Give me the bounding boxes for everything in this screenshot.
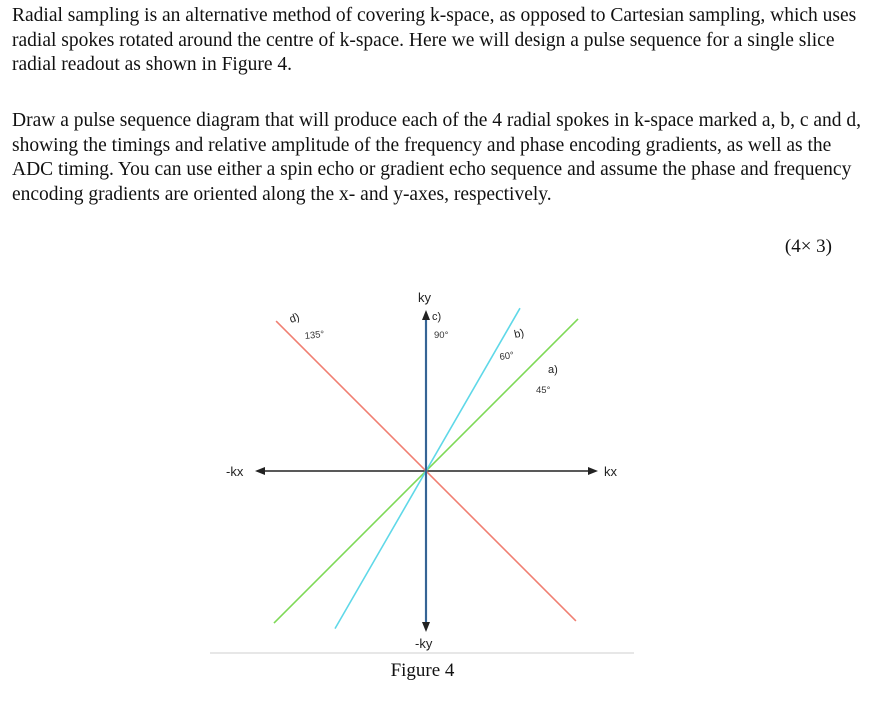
ky-arrowhead-down [422,622,430,632]
spoke-a-letter: a) [548,364,558,376]
spoke-c-letter: c) [432,311,442,323]
spoke-a-angle: 45° [536,385,551,396]
spoke-b-letter: b) [513,327,526,341]
kx-arrowhead-left [255,467,265,475]
marks-allocation: (4× 3) [784,236,832,257]
kx-label: kx [604,464,617,479]
spoke-b-angle: 60° [498,350,515,363]
spoke-c-angle: 90° [434,330,449,341]
ky-arrowhead-up [422,310,430,320]
spoke-b-line [335,308,520,628]
figure-caption: Figure 4 [390,660,455,681]
question-paragraph-1: Radial sampling is an alternative method of covering k-space, as opposed to Cartesian sampling, which uses radial spokes rotated around the centre of k-space. Here we will design a pulse sequence for a single slice radial readout as shown in Figure 4. [12,5,857,75]
spoke-d-letter: d) [287,311,302,326]
ky-label: ky [418,290,431,305]
question-paragraph-2: Draw a pulse sequence diagram that will produce each of the 4 radial spokes in k-space marked a, b, c and d, showing the timings and relative amplitude of the frequency and phase encoding gradients, as well as the ADC timing. You can use either a spin echo or gradient echo sequence and assume the phase and frequency encoding gradients are oriented along the x- and y-axes, respectively. [12,110,862,205]
spoke-d-angle: 135° [304,328,325,342]
kx-arrowhead-right [588,467,598,475]
neg-kx-label: -kx [226,464,244,479]
neg-ky-label: -ky [415,636,433,651]
